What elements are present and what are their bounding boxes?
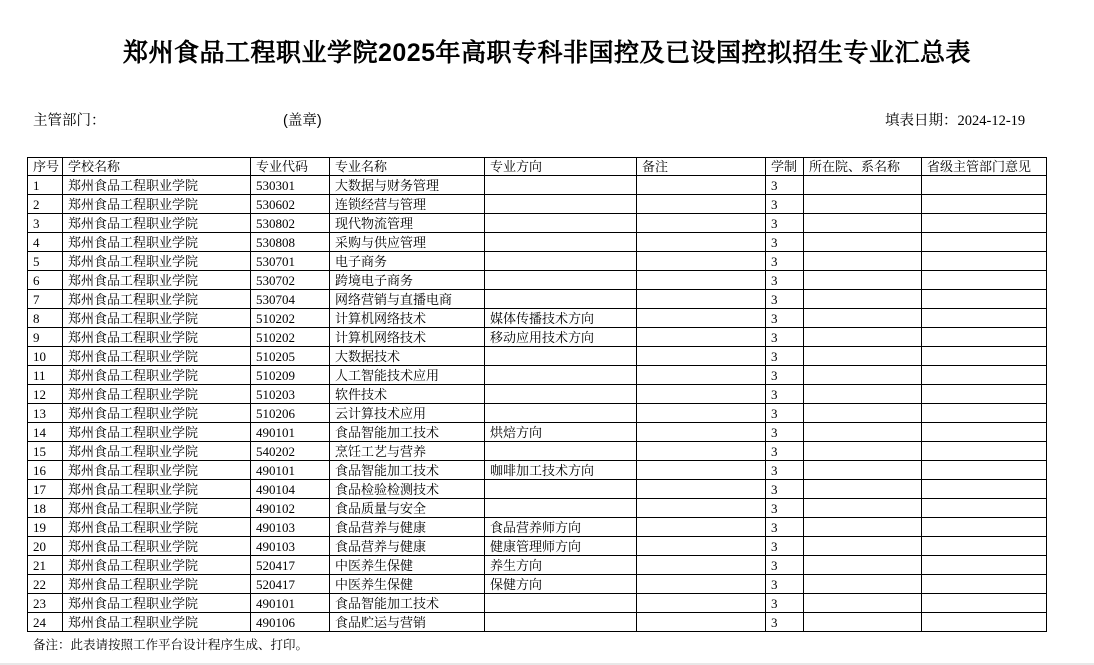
table-row [28,347,1047,366]
cell-direction [485,271,637,290]
cell-years: 3 [766,556,804,575]
cell-opinion [922,423,1047,442]
majors-table [27,157,1047,632]
cell-years: 3 [766,214,804,233]
cell-school: 郑州食品工程职业学院 [63,518,251,537]
cell-code: 540202 [251,442,330,461]
cell-years: 3 [766,518,804,537]
cell-years: 3 [766,195,804,214]
cell-school: 郑州食品工程职业学院 [63,309,251,328]
col-header-major: 专业名称 [330,158,485,176]
cell-opinion [922,537,1047,556]
cell-opinion [922,252,1047,271]
cell-no: 7 [28,290,63,309]
cell-code: 490101 [251,423,330,442]
cell-note [637,499,766,518]
cell-code: 530802 [251,214,330,233]
cell-years: 3 [766,347,804,366]
cell-note [637,461,766,480]
table-row [28,537,1047,556]
cell-school: 郑州食品工程职业学院 [63,537,251,556]
cell-no: 24 [28,613,63,632]
cell-no: 5 [28,252,63,271]
table-row [28,290,1047,309]
cell-opinion [922,214,1047,233]
cell-years: 3 [766,233,804,252]
cell-years: 3 [766,309,804,328]
cell-direction [485,290,637,309]
footnote: 备注：此表请按照工作平台设计程序生成、打印。 [33,638,309,652]
cell-opinion [922,309,1047,328]
cell-school: 郑州食品工程职业学院 [63,176,251,195]
cell-dept [804,518,922,537]
cell-note [637,290,766,309]
table-row [28,461,1047,480]
cell-code: 520417 [251,575,330,594]
cell-note [637,252,766,271]
cell-no: 11 [28,366,63,385]
cell-dept [804,271,922,290]
cell-code: 490103 [251,537,330,556]
cell-school: 郑州食品工程职业学院 [63,499,251,518]
cell-dept [804,423,922,442]
cell-dept [804,252,922,271]
cell-years: 3 [766,404,804,423]
table-row [28,613,1047,632]
fill-date-label: 填表日期： [885,113,958,129]
cell-dept [804,404,922,423]
col-header-note: 备注 [637,158,766,176]
cell-years: 3 [766,537,804,556]
cell-school: 郑州食品工程职业学院 [63,347,251,366]
cell-code: 510203 [251,385,330,404]
cell-opinion [922,366,1047,385]
cell-note [637,556,766,575]
cell-major: 人工智能技术应用 [330,366,485,385]
table-row [28,366,1047,385]
cell-code: 520417 [251,556,330,575]
cell-years: 3 [766,461,804,480]
cell-dept [804,537,922,556]
cell-school: 郑州食品工程职业学院 [63,195,251,214]
cell-note [637,480,766,499]
cell-school: 郑州食品工程职业学院 [63,366,251,385]
cell-dept [804,461,922,480]
cell-no: 21 [28,556,63,575]
cell-school: 郑州食品工程职业学院 [63,290,251,309]
cell-major: 食品检验检测技术 [330,480,485,499]
cell-direction [485,404,637,423]
cell-direction [485,195,637,214]
cell-years: 3 [766,252,804,271]
table-row [28,195,1047,214]
table-row [28,176,1047,195]
cell-major: 计算机网络技术 [330,309,485,328]
cell-note [637,195,766,214]
cell-opinion [922,594,1047,613]
table-row [28,252,1047,271]
cell-no: 4 [28,233,63,252]
cell-major: 跨境电子商务 [330,271,485,290]
cell-note [637,271,766,290]
table-row [28,575,1047,594]
cell-no: 20 [28,537,63,556]
cell-major: 云计算技术应用 [330,404,485,423]
table-row [28,214,1047,233]
cell-opinion [922,480,1047,499]
cell-direction [485,176,637,195]
cell-code: 510205 [251,347,330,366]
cell-dept [804,613,922,632]
cell-direction: 养生方向 [485,556,637,575]
cell-school: 郑州食品工程职业学院 [63,385,251,404]
cell-dept [804,499,922,518]
cell-no: 6 [28,271,63,290]
cell-years: 3 [766,575,804,594]
cell-dept [804,366,922,385]
cell-major: 软件技术 [330,385,485,404]
cell-opinion [922,385,1047,404]
cell-direction [485,442,637,461]
cell-direction: 咖啡加工技术方向 [485,461,637,480]
cell-note [637,613,766,632]
cell-direction [485,366,637,385]
cell-code: 490101 [251,594,330,613]
table-row [28,233,1047,252]
cell-direction: 烘焙方向 [485,423,637,442]
cell-major: 连锁经营与管理 [330,195,485,214]
cell-code: 510202 [251,309,330,328]
cell-no: 22 [28,575,63,594]
cell-note [637,442,766,461]
cell-dept [804,176,922,195]
cell-no: 10 [28,347,63,366]
cell-dept [804,575,922,594]
col-header-school: 学校名称 [63,158,251,176]
cell-school: 郑州食品工程职业学院 [63,480,251,499]
cell-school: 郑州食品工程职业学院 [63,214,251,233]
cell-major: 中医养生保健 [330,575,485,594]
cell-school: 郑州食品工程职业学院 [63,556,251,575]
cell-school: 郑州食品工程职业学院 [63,613,251,632]
meta-row [0,109,1094,131]
cell-note [637,347,766,366]
cell-dept [804,233,922,252]
cell-years: 3 [766,290,804,309]
cell-years: 3 [766,613,804,632]
cell-dept [804,214,922,233]
cell-dept [804,594,922,613]
cell-no: 18 [28,499,63,518]
cell-direction: 移动应用技术方向 [485,328,637,347]
cell-major: 电子商务 [330,252,485,271]
cell-direction [485,347,637,366]
cell-years: 3 [766,499,804,518]
cell-major: 食品智能加工技术 [330,423,485,442]
fill-date-value: 2024-12-19 [957,113,1026,129]
cell-note [637,366,766,385]
table-row [28,518,1047,537]
table-row [28,385,1047,404]
cell-no: 13 [28,404,63,423]
cell-no: 23 [28,594,63,613]
cell-note [637,518,766,537]
cell-school: 郑州食品工程职业学院 [63,461,251,480]
col-header-code: 专业代码 [251,158,330,176]
cell-no: 19 [28,518,63,537]
cell-direction: 健康管理师方向 [485,537,637,556]
cell-years: 3 [766,385,804,404]
page-title: 郑州食品工程职业学院2025年高职专科非国控及已设国控拟招生专业汇总表 [122,39,972,67]
cell-no: 12 [28,385,63,404]
cell-dept [804,480,922,499]
cell-years: 3 [766,442,804,461]
table-row [28,594,1047,613]
cell-direction [485,594,637,613]
cell-no: 9 [28,328,63,347]
cell-years: 3 [766,423,804,442]
cell-years: 3 [766,271,804,290]
cell-no: 8 [28,309,63,328]
cell-opinion [922,518,1047,537]
cell-no: 3 [28,214,63,233]
cell-years: 3 [766,328,804,347]
cell-direction [485,613,637,632]
cell-dept [804,290,922,309]
cell-note [637,328,766,347]
cell-code: 530702 [251,271,330,290]
cell-note [637,385,766,404]
cell-code: 490104 [251,480,330,499]
cell-code: 530301 [251,176,330,195]
cell-major: 采购与供应管理 [330,233,485,252]
cell-opinion [922,233,1047,252]
cell-opinion [922,575,1047,594]
cell-school: 郑州食品工程职业学院 [63,271,251,290]
cell-school: 郑州食品工程职业学院 [63,233,251,252]
cell-major: 现代物流管理 [330,214,485,233]
cell-major: 食品贮运与营销 [330,613,485,632]
cell-dept [804,442,922,461]
cell-major: 网络营销与直播电商 [330,290,485,309]
cell-note [637,214,766,233]
cell-note [637,176,766,195]
col-header-dept: 所在院、系名称 [804,158,922,176]
cell-direction [485,480,637,499]
cell-note [637,594,766,613]
table-row [28,328,1047,347]
table-row [28,556,1047,575]
cell-opinion [922,328,1047,347]
cell-direction [485,252,637,271]
cell-years: 3 [766,366,804,385]
cell-school: 郑州食品工程职业学院 [63,442,251,461]
cell-school: 郑州食品工程职业学院 [63,575,251,594]
col-header-direction: 专业方向 [485,158,637,176]
cell-no: 1 [28,176,63,195]
cell-major: 中医养生保健 [330,556,485,575]
cell-major: 食品营养与健康 [330,518,485,537]
cell-no: 2 [28,195,63,214]
cell-code: 510206 [251,404,330,423]
cell-major: 食品营养与健康 [330,537,485,556]
cell-dept [804,347,922,366]
cell-opinion [922,499,1047,518]
table-row [28,423,1047,442]
cell-opinion [922,271,1047,290]
cell-major: 计算机网络技术 [330,328,485,347]
cell-major: 食品质量与安全 [330,499,485,518]
cell-major: 大数据技术 [330,347,485,366]
cell-no: 16 [28,461,63,480]
cell-major: 烹饪工艺与营养 [330,442,485,461]
table-row [28,404,1047,423]
cell-opinion [922,347,1047,366]
cell-opinion [922,442,1047,461]
dept-label: 主管部门： [33,113,106,129]
cell-opinion [922,613,1047,632]
cell-years: 3 [766,480,804,499]
cell-major: 食品智能加工技术 [330,594,485,613]
cell-note [637,537,766,556]
cell-dept [804,556,922,575]
cell-opinion [922,195,1047,214]
cell-opinion [922,404,1047,423]
cell-code: 490102 [251,499,330,518]
cell-years: 3 [766,176,804,195]
col-header-years: 学制 [766,158,804,176]
cell-direction [485,214,637,233]
fill-date [885,109,1025,130]
cell-direction: 保健方向 [485,575,637,594]
cell-direction [485,499,637,518]
cell-dept [804,195,922,214]
cell-code: 490106 [251,613,330,632]
cell-code: 530701 [251,252,330,271]
cell-note [637,423,766,442]
cell-code: 510202 [251,328,330,347]
cell-code: 510209 [251,366,330,385]
cell-note [637,309,766,328]
cell-note [637,575,766,594]
cell-school: 郑州食品工程职业学院 [63,252,251,271]
cell-no: 17 [28,480,63,499]
col-header-no: 序号 [28,158,63,176]
col-header-opinion: 省级主管部门意见 [922,158,1047,176]
cell-dept [804,328,922,347]
cell-code: 530808 [251,233,330,252]
table-row [28,271,1047,290]
cell-direction: 媒体传播技术方向 [485,309,637,328]
cell-code: 490103 [251,518,330,537]
cell-code: 490101 [251,461,330,480]
cell-dept [804,385,922,404]
cell-opinion [922,556,1047,575]
cell-note [637,404,766,423]
cell-school: 郑州食品工程职业学院 [63,328,251,347]
cell-code: 530602 [251,195,330,214]
cell-years: 3 [766,594,804,613]
cell-code: 530704 [251,290,330,309]
cell-direction [485,385,637,404]
cell-note [637,233,766,252]
cell-direction: 食品营养师方向 [485,518,637,537]
table-row [28,480,1047,499]
table-row [28,309,1047,328]
table-header-row [28,158,1047,176]
seal-label: (盖章) [283,113,322,129]
cell-direction [485,233,637,252]
cell-opinion [922,176,1047,195]
cell-school: 郑州食品工程职业学院 [63,594,251,613]
cell-opinion [922,461,1047,480]
cell-no: 14 [28,423,63,442]
table-row [28,442,1047,461]
cell-school: 郑州食品工程职业学院 [63,404,251,423]
cell-no: 15 [28,442,63,461]
cell-opinion [922,290,1047,309]
cell-school: 郑州食品工程职业学院 [63,423,251,442]
cell-dept [804,309,922,328]
cell-major: 大数据与财务管理 [330,176,485,195]
table-row [28,499,1047,518]
cell-major: 食品智能加工技术 [330,461,485,480]
